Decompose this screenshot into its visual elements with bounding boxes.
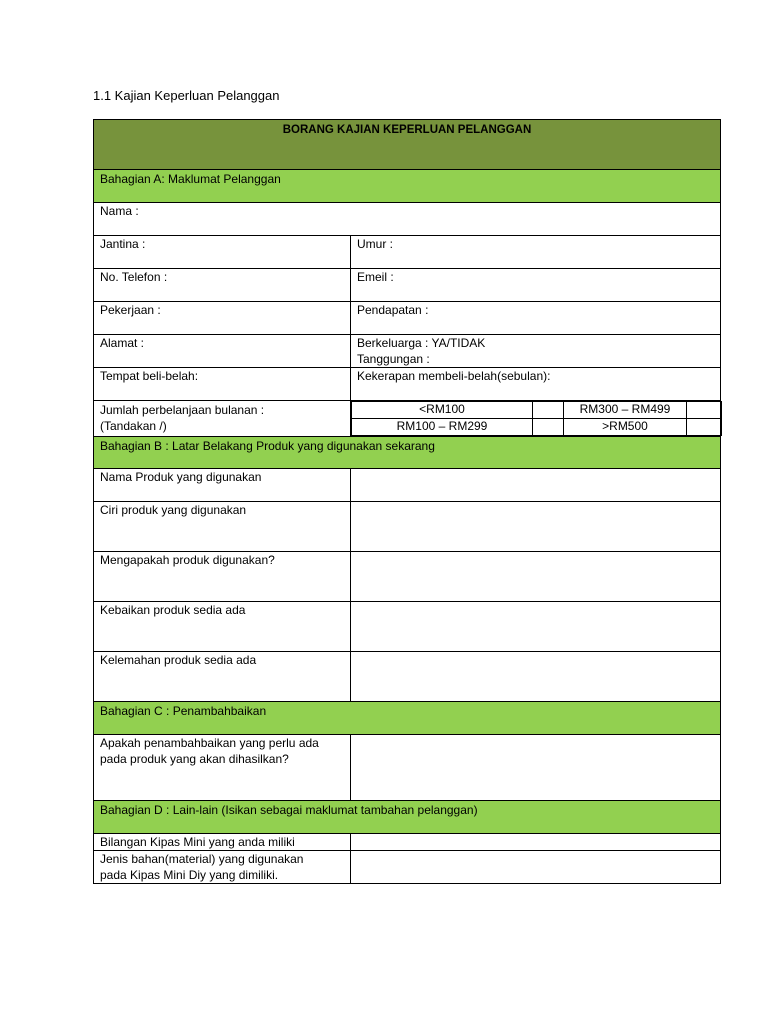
berkeluarga-field[interactable] [351,335,721,368]
jumlah-row [94,401,721,437]
pekerjaan-pendapatan-row [94,302,721,335]
jenis-row [94,851,721,884]
emeil-label: Emeil : [357,270,394,284]
alamat-field[interactable] [94,335,351,368]
section-d-row [94,801,721,834]
option-100-299-checkbox[interactable] [533,419,564,436]
jantina-field[interactable] [94,236,351,269]
section-b-row [94,437,721,469]
pendapatan-label: Pendapatan : [357,303,429,317]
ciri-produk-row [94,502,721,552]
tempat-field[interactable] [94,368,351,401]
apakah-row [94,735,721,801]
bilangan-row [94,834,721,851]
berkeluarga-label: Berkeluarga : YA/TIDAK [357,336,486,350]
section-d-header: Bahagian D : Lain-lain (Isikan sebagai maklumat tambahan pelanggan) [94,801,721,834]
option-below-100-checkbox[interactable] [533,402,564,419]
jenis-label-line-2: pada Kipas Mini Diy yang dimiliki. [100,868,279,882]
form-title-row [94,120,721,170]
mengapakah-input[interactable] [351,552,721,602]
apakah-input[interactable] [351,735,721,801]
ciri-produk-input[interactable] [351,502,721,552]
apakah-label-line-2: pada produk yang akan dihasilkan? [100,752,289,766]
kebaikan-row [94,602,721,652]
customer-survey-form [93,119,721,884]
telefon-field[interactable] [94,269,351,302]
jumlah-field [94,401,351,437]
nama-field[interactable] [94,203,721,236]
apakah-label [94,735,351,801]
jantina-umur-row [94,236,721,269]
option-100-299-label: RM100 – RM299 [352,419,533,436]
jantina-label: Jantina : [100,237,146,251]
emeil-field[interactable] [351,269,721,302]
nama-produk-label: Nama Produk yang digunakan [94,469,351,502]
tempat-label: Tempat beli-belah: [100,369,199,383]
telefon-emeil-row [94,269,721,302]
mengapakah-row [94,552,721,602]
section-c-row [94,702,721,735]
section-c-header: Bahagian C : Penambahbaikan [94,702,721,735]
option-above-500-label: >RM500 [564,419,687,436]
kebaikan-input[interactable] [351,602,721,652]
bilangan-label: Bilangan Kipas Mini yang anda miliki [94,834,351,851]
mengapakah-label: Mengapakah produk digunakan? [94,552,351,602]
umur-label: Umur : [357,237,393,251]
kebaikan-label: Kebaikan produk sedia ada [94,602,351,652]
page-heading: 1.1 Kajian Keperluan Pelanggan [93,88,280,103]
section-a-row [94,170,721,203]
apakah-label-line-1: Apakah penambahbaikan yang perlu ada [100,736,319,750]
telefon-label: No. Telefon : [100,270,168,284]
jenis-input[interactable] [351,851,721,884]
spending-options [351,401,721,437]
alamat-row [94,335,721,368]
option-300-499-checkbox[interactable] [687,402,722,419]
section-b-header: Bahagian B : Latar Belakang Produk yang digunakan sekarang [94,437,721,469]
tempat-row [94,368,721,401]
form-title: BORANG KAJIAN KEPERLUAN PELANGGAN [94,120,721,170]
kekerapan-field[interactable] [351,368,721,401]
nama-label: Nama : [100,204,139,218]
kekerapan-label: Kekerapan membeli-belah(sebulan): [357,369,551,383]
nama-produk-row [94,469,721,502]
jumlah-label: Jumlah perbelanjaan bulanan : [100,403,265,417]
umur-field[interactable] [351,236,721,269]
nama-produk-input[interactable] [351,469,721,502]
kelemahan-row [94,652,721,702]
kelemahan-label: Kelemahan produk sedia ada [94,652,351,702]
spending-options-table [351,401,722,436]
jenis-label [94,851,351,884]
bilangan-input[interactable] [351,834,721,851]
option-below-100-label: <RM100 [352,402,533,419]
nama-row [94,203,721,236]
ciri-produk-label: Ciri produk yang digunakan [94,502,351,552]
section-a-header: Bahagian A: Maklumat Pelanggan [94,170,721,203]
tandakan-label: (Tandakan /) [100,419,167,433]
pendapatan-field[interactable] [351,302,721,335]
pekerjaan-label: Pekerjaan : [100,303,161,317]
kelemahan-input[interactable] [351,652,721,702]
jenis-label-line-1: Jenis bahan(material) yang digunakan [100,852,304,866]
pekerjaan-field[interactable] [94,302,351,335]
option-300-499-label: RM300 – RM499 [564,402,687,419]
alamat-label: Alamat : [100,336,145,350]
option-above-500-checkbox[interactable] [687,419,722,436]
tanggungan-label: Tanggungan : [357,352,430,366]
